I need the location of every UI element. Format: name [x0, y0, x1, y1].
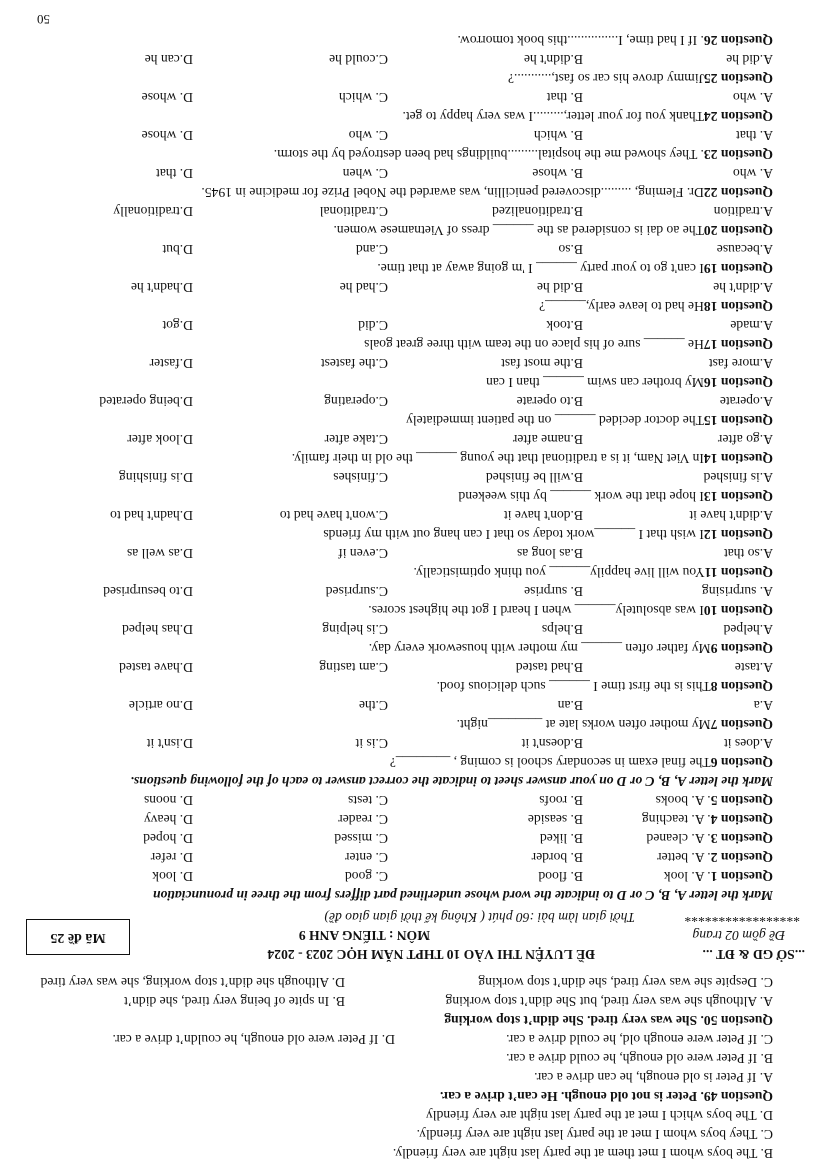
divider-stars: ***************** — [684, 910, 800, 925]
option: C.did — [358, 318, 388, 333]
question-text: Jimmy drove his car so fast,...........? — [507, 71, 704, 86]
question-label: Question 18 — [703, 299, 773, 314]
option: D. hoped — [143, 831, 193, 846]
options-row — [38, 430, 773, 449]
option: C. good — [344, 869, 388, 884]
option: B. whose — [532, 166, 583, 181]
question-text: In Viet Nam, it is a traditional that the young ______ the old in their family. — [291, 451, 704, 466]
question-text: The doctor decided ______ on the patient immediately — [406, 413, 704, 428]
question-stem — [40, 31, 773, 50]
option: A.a — [753, 698, 773, 713]
option: B.will be finished — [485, 470, 583, 485]
question-text: I hope that the work ______ by this weekend — [458, 489, 704, 504]
option: C. tests — [347, 793, 388, 808]
question-label: Question 10 — [703, 603, 773, 618]
option: B. seaside — [527, 812, 583, 827]
option: B. liked — [539, 831, 583, 846]
option: C.operating — [324, 394, 388, 409]
option: A.made — [730, 318, 773, 333]
option: D.hadn't he — [130, 280, 193, 295]
question-stem — [40, 373, 773, 392]
prev-line: D. The boys which I met at the party last night are very friendly — [425, 1108, 773, 1123]
question-text: My brother can swim ______ than I can — [486, 375, 704, 390]
prev-line: C. They boys whom I met at the party last night are very friendly. — [416, 1127, 773, 1142]
question-text: My mother often works late at ________night. — [456, 717, 711, 732]
option: B.did he — [536, 280, 583, 295]
option: D. look — [152, 869, 193, 884]
question-label: Question 7 — [710, 717, 773, 732]
question-label: Question 24 — [703, 109, 773, 124]
option: A.so that — [723, 546, 773, 561]
page-count: Đề gồm 02 trang — [692, 928, 785, 943]
question-label: Question 4 — [710, 812, 773, 827]
option: B.as long as — [516, 546, 583, 561]
question-label: Question 22 — [703, 185, 773, 200]
option: D. noons — [143, 793, 193, 808]
question-label: Question 9 — [710, 641, 773, 656]
option: A.is finished — [703, 470, 773, 485]
option: D.got — [162, 318, 193, 333]
question-text: This is the first time I ______ such delicious food. — [436, 679, 711, 694]
prev-line: C. Despite she was very tired, she didn’t stop working — [478, 975, 773, 990]
question-stem — [40, 753, 773, 772]
option: A. surprising — [702, 584, 773, 599]
options-row — [38, 278, 773, 297]
option: A.did he — [726, 52, 773, 67]
option: D.has helped — [122, 622, 193, 637]
option: A. that — [736, 128, 773, 143]
option: B.so — [558, 242, 583, 257]
option: A. who — [732, 90, 773, 105]
question-label: Question 8 — [710, 679, 773, 694]
option: D.traditionally — [113, 204, 193, 219]
question-stem — [40, 145, 773, 164]
question-label: Question 14 — [703, 451, 773, 466]
options-row — [38, 88, 773, 107]
option: B.don't have it — [503, 508, 583, 523]
options-row — [38, 354, 773, 373]
option: C.the — [358, 698, 388, 713]
question-text: The final exam in secondary school is coming , ________? — [389, 755, 711, 770]
question-stem — [40, 639, 773, 658]
option: A.more fast — [708, 356, 773, 371]
question-label: Question 15 — [703, 413, 773, 428]
prev-line: A. If Peter is old enough, he can drive a car. — [534, 1070, 773, 1085]
question-text: . If I had time, I...............this book tomorrow. — [457, 33, 704, 48]
options-row — [38, 544, 773, 563]
question-label: Question 16 — [703, 375, 773, 390]
option: B. surprise — [524, 584, 583, 599]
question-stem — [40, 563, 773, 582]
question-label: Question 5 — [710, 793, 773, 808]
options-row — [38, 164, 773, 183]
question-text: I can't go to your party ______ I 'm going away at that time. — [377, 261, 704, 276]
option: A.didn't he — [713, 280, 773, 295]
options-row — [38, 392, 773, 411]
option: D. whose — [141, 90, 193, 105]
option: B.name after — [512, 432, 583, 447]
option: C.could he — [329, 52, 388, 67]
option: C.surprised — [325, 584, 388, 599]
question-stem — [40, 297, 773, 316]
options-row — [38, 620, 773, 639]
question-text: He ______ sure of his place on the team with three great goals — [364, 337, 704, 352]
options-row — [38, 582, 773, 601]
option: A. books — [655, 793, 705, 808]
option: B. roofs — [539, 793, 583, 808]
prev-line: C. If Peter were enough old, he could drive a car. — [506, 1032, 773, 1047]
options-row — [38, 202, 773, 221]
question-text: Thank you for your letter,.........I was very happy to get. — [402, 109, 704, 124]
option: A.go after — [717, 432, 773, 447]
options-row — [38, 50, 773, 69]
options-row — [38, 734, 773, 753]
option: A. better — [657, 850, 705, 865]
question-stem — [40, 525, 773, 544]
question-stem — [40, 677, 773, 696]
option: D.hadn't had to — [110, 508, 193, 523]
option: B. that — [546, 90, 583, 105]
option: A.does it — [723, 736, 773, 751]
option: C. who — [348, 128, 388, 143]
question-label: Question 11 — [704, 565, 773, 580]
question-stem — [40, 259, 773, 278]
prev-row — [38, 1049, 773, 1068]
option: D.no article — [128, 698, 193, 713]
question-stem — [40, 449, 773, 468]
question-stem — [40, 487, 773, 506]
options-row — [38, 658, 773, 677]
option: B.traditionalized — [492, 204, 583, 219]
question-text: Dr. Fleming, .........discovered penicillin, was awarded the Nobel Prize for medicine in 1945. — [201, 185, 704, 200]
dept-label: ...SỞ GD & ĐT ... — [702, 947, 805, 962]
question-label: Question 13 — [703, 489, 773, 504]
question-row: Question 1. A. look B. flood C. good D. look — [152, 869, 773, 884]
option: B.didn't he — [523, 52, 583, 67]
option: D.can he — [144, 52, 193, 67]
prev-question: Question 49. Peter is not old enough. He can’t drive a car. — [439, 1089, 773, 1104]
option: D.to besurprised — [103, 584, 193, 599]
option: C.the fastest — [320, 356, 388, 371]
option: D.look after — [127, 432, 193, 447]
option: A. look — [663, 869, 705, 884]
question-row: Question 5. A. books B. roofs C. tests D. noons — [143, 793, 773, 808]
question-label: Question 3 — [710, 831, 773, 846]
question-text: The ao dai is considered as the ______ dress of Vietnamese women. — [333, 223, 704, 238]
option: B.doesn't it — [521, 736, 583, 751]
option: C. enter — [344, 850, 388, 865]
option: A. who — [732, 166, 773, 181]
question-row: Question 2. A. better B. border C. enter D. refer — [150, 850, 773, 865]
option: A. cleaned — [646, 831, 705, 846]
question-label: Question 19 — [703, 261, 773, 276]
option: D.being operated — [99, 394, 193, 409]
question-label: Question 23 — [703, 147, 773, 162]
question-label: Question 26 — [703, 33, 773, 48]
option: C. when — [342, 166, 388, 181]
option: B.had tasted — [515, 660, 583, 675]
exam-subject: MÔN : TIẾNG ANH 9 — [298, 928, 430, 943]
option: A.operate — [719, 394, 773, 409]
question-label: Question 1 — [710, 869, 773, 884]
question-label: Question 12 — [703, 527, 773, 542]
question-text: You will live happily______ you think optimistically. — [413, 565, 705, 580]
option: D. whose — [141, 128, 193, 143]
question-label: Question 25 — [703, 71, 773, 86]
section1-instruction: Mark the letter A, B, C or D to indicate the word whose underlined part differs from the three in pronunciation — [152, 888, 773, 903]
question-text: . They showed me the hospital.........buildings had been destroyed by the storm. — [273, 147, 704, 162]
option: B.helps — [541, 622, 583, 637]
option: D. that — [156, 166, 193, 181]
option: B.the most fast — [501, 356, 583, 371]
options-row — [38, 696, 773, 715]
question-stem — [40, 601, 773, 620]
question-stem — [40, 715, 773, 734]
question-row: Question 3. A. cleaned B. liked C. missed D. hoped — [143, 831, 773, 846]
option: A.tradition — [713, 204, 773, 219]
question-stem — [40, 183, 773, 202]
option: A.taste — [734, 660, 773, 675]
option: C.take after — [324, 432, 388, 447]
question-label: Question 2 — [710, 850, 773, 865]
option: D.but — [162, 242, 193, 257]
page-number: 50 — [37, 12, 50, 27]
question-stem — [40, 411, 773, 430]
options-row — [38, 126, 773, 145]
options-row — [38, 316, 773, 335]
prev-line: A. Although she was very tired, but She didn’t stop working — [445, 994, 773, 1009]
question-stem — [40, 107, 773, 126]
option: C.traditional — [319, 204, 388, 219]
option: C.won't have had to — [279, 508, 388, 523]
question-label: Question 20 — [703, 223, 773, 238]
option: C. which — [338, 90, 388, 105]
question-label: Question 6 — [710, 755, 773, 770]
option: B. which — [533, 128, 583, 143]
option: B.an — [557, 698, 583, 713]
option: D.isn't it — [146, 736, 193, 751]
option: C.finishes — [333, 470, 388, 485]
prev-line: B. In spite of being very tired, she didn’t — [124, 994, 345, 1009]
option: C. missed — [334, 831, 388, 846]
question-stem — [40, 69, 773, 88]
options-row — [38, 468, 773, 487]
question-label: Question 17 — [703, 337, 773, 352]
exam-time: Thời gian làm bài :60 phút ( Không kể thời gian giao đề) — [324, 910, 635, 925]
option: C. reader — [338, 812, 388, 827]
prev-line: D. Although she didn’t stop working, she was very tired — [40, 975, 345, 990]
option: B.took — [546, 318, 583, 333]
option: D.is finishing — [118, 470, 193, 485]
option: D.have tasted — [119, 660, 193, 675]
question-row: Question 4. A. teaching B. seaside C. reader D. heavy — [143, 812, 773, 827]
exam-code: Mã đề 25 — [26, 919, 130, 955]
exam-title: ĐỀ LUYỆN THI VÀO 10 THPT NĂM HỌC 2023 - 2024 — [267, 947, 595, 962]
option: D. heavy — [143, 812, 193, 827]
option: B. flood — [538, 869, 583, 884]
question-text: My father often ______ my mother with housework every day. — [368, 641, 711, 656]
option: D.faster — [149, 356, 193, 371]
option: C.am tasting — [319, 660, 388, 675]
question-text: He had to leave early,______? — [539, 299, 704, 314]
question-text: I wish that I ______work today so that I can hang out with my friends — [323, 527, 704, 542]
option: C.and — [355, 242, 388, 257]
question-stem — [40, 335, 773, 354]
question-text: I was absolutely______ when I heard I got the highest scores. — [368, 603, 704, 618]
option: C.is it — [355, 736, 388, 751]
option: C.even if — [338, 546, 388, 561]
option: A.because — [716, 242, 773, 257]
option: C.is helping — [322, 622, 388, 637]
section2-instruction: Mark the letter A, B, C or D on your answer sheet to indicate the correct answer to each of the following questions. — [130, 774, 773, 789]
option: A.didn't have it — [689, 508, 773, 523]
prev-line: B. The boys whom I met them at the party last night are very friendly. — [392, 1146, 773, 1161]
option: C.had he — [339, 280, 388, 295]
options-row — [38, 506, 773, 525]
option: D. refer — [150, 850, 193, 865]
question-stem — [40, 221, 773, 240]
option: A.helped — [723, 622, 773, 637]
options-row — [38, 240, 773, 259]
prev-option: B. If Peter were old enough, he could drive a car. — [506, 1051, 773, 1066]
option: A. teaching — [641, 812, 705, 827]
option: B.to operate — [516, 394, 583, 409]
prev-question: Question 50. She was very tired. She didn’t stop working — [444, 1013, 773, 1028]
prev-line: D. If Peter were old enough, he couldn’t drive a car. — [112, 1032, 395, 1047]
option: B. border — [531, 850, 583, 865]
option: D.as well as — [126, 546, 193, 561]
